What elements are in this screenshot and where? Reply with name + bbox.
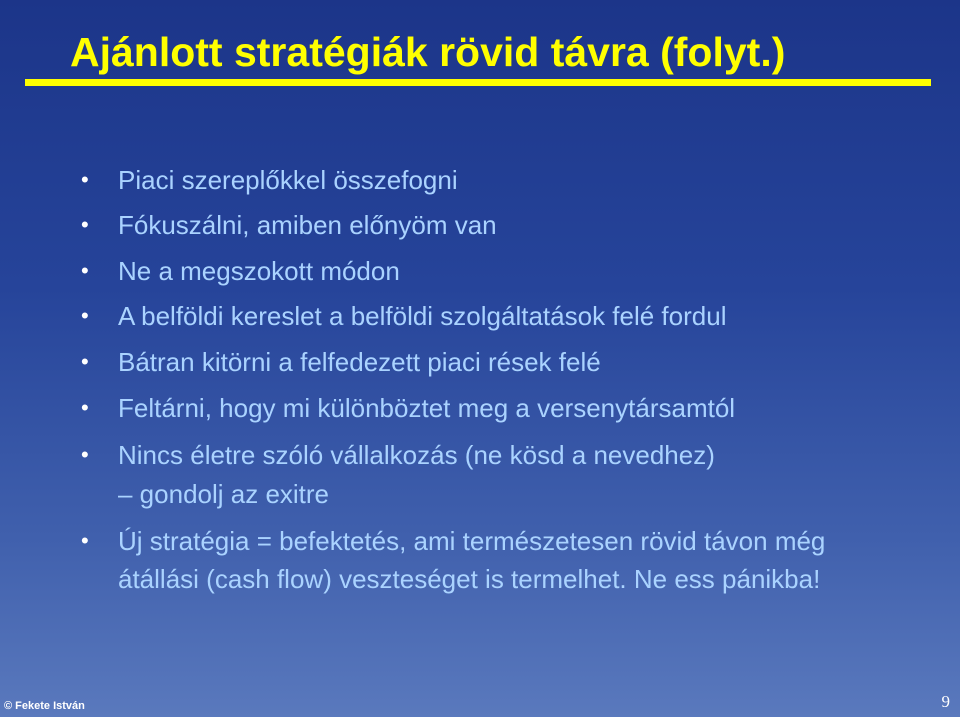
bullet-text: Ne a megszokott módon xyxy=(118,256,400,286)
page-number: 9 xyxy=(941,692,950,711)
bullet-text: Fókuszálni, amiben előnyöm van xyxy=(118,210,497,240)
bullet-text: A belföldi kereslet a belföldi szolgáltatások felé fordul xyxy=(118,301,727,331)
bullet-item xyxy=(81,206,918,244)
footer-copyright: © Fekete István xyxy=(4,700,85,712)
bullet-icon: • xyxy=(81,395,89,420)
sub-bullet-text: – gondolj az exitre xyxy=(118,479,330,509)
bullet-icon: • xyxy=(81,167,89,192)
bullet-item xyxy=(81,522,838,598)
bullet-icon: • xyxy=(81,528,89,553)
bullet-text: Nincs életre szóló vállalkozás (ne kösd a nevedhez) xyxy=(118,440,715,470)
bullet-text: Piaci szereplőkkel összefogni xyxy=(118,165,458,195)
bullet-text: Feltárni, hogy mi különböztet meg a versenytársamtól xyxy=(118,393,736,423)
bullet-icon: • xyxy=(81,258,89,283)
bullet-item xyxy=(81,436,918,474)
bullet-icon: • xyxy=(81,349,89,374)
bullet-item xyxy=(81,343,918,381)
bullet-item xyxy=(81,252,918,290)
bullet-icon: • xyxy=(81,303,89,328)
slide-title: Ajánlott stratégiák rövid távra (folyt.) xyxy=(70,29,786,75)
bullet-icon: • xyxy=(81,212,89,237)
bullet-item xyxy=(81,389,918,427)
bullet-icon: • xyxy=(81,442,89,467)
bullet-item xyxy=(81,161,918,199)
bullet-item xyxy=(81,297,918,335)
bullet-text: Bátran kitörni a felfedezett piaci rések felé xyxy=(118,347,601,377)
bullet-text: Új stratégia = befektetés, ami természetesen rövid távon még átállási (cash flow) veszteséget is termelhet. Ne ess pánikba! xyxy=(118,526,826,594)
